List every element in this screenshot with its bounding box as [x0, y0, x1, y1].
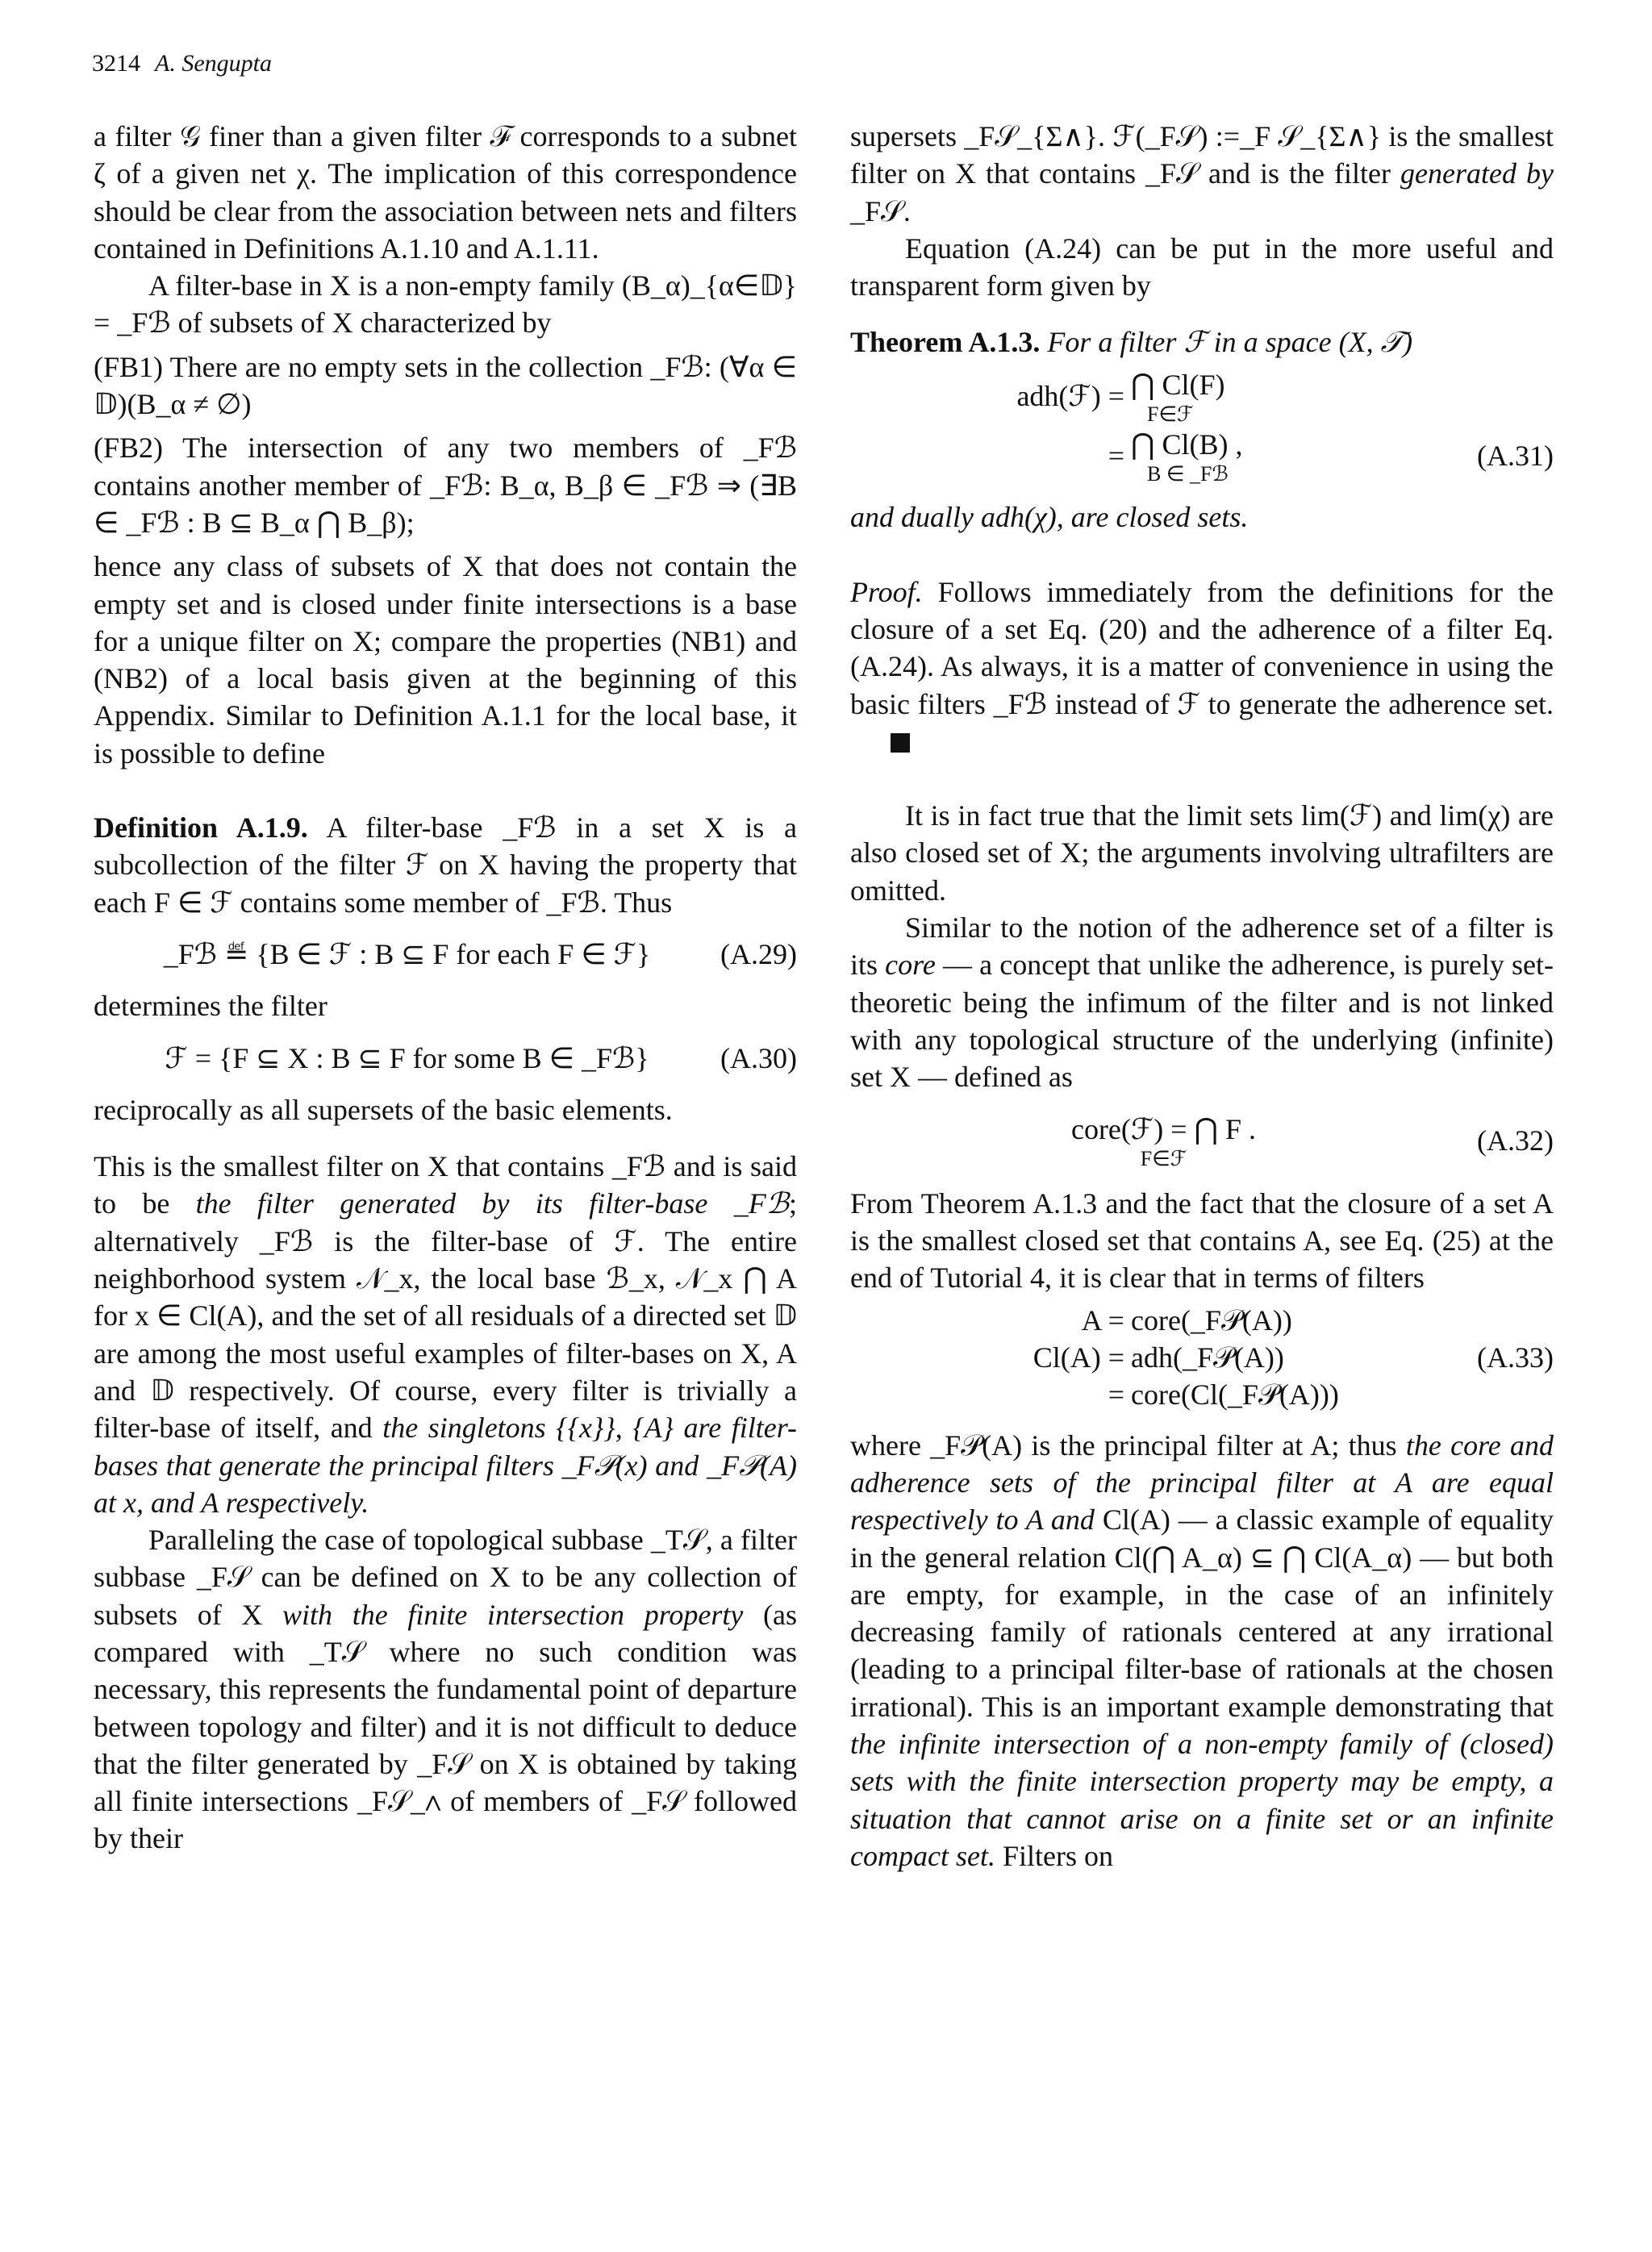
- equation-row: [850, 1376, 1554, 1413]
- equation-lhs: adh(ℱ) =: [1016, 379, 1124, 412]
- equation-term: ⋂ Cl(B) ,: [1131, 428, 1243, 461]
- equation-number: (A.31): [1477, 440, 1554, 473]
- equation-body: _Fℬ ≝ {B ∈ ℱ : B ⊆ F for each F ∈ ℱ}: [163, 937, 651, 970]
- equation-number: (A.29): [720, 937, 797, 970]
- equation-subscript: B ∈ _Fℬ: [1147, 462, 1229, 486]
- equation-lhs: Cl(A) =: [1032, 1341, 1124, 1374]
- text-run: Filters on: [995, 1839, 1113, 1872]
- qed-square-icon: [891, 733, 910, 753]
- text-run-italic: generated by: [1400, 157, 1554, 190]
- running-head: [92, 50, 272, 77]
- equation-subscript: F∈ℱ: [1140, 1146, 1187, 1170]
- paragraph: [850, 909, 1554, 1095]
- paragraph: a filter 𝒢 finer than a given filter ℱ corresponds to a subnet ζ of a given net χ. The implication of this correspondence should be clear from the association between nets and filters contained in Definitions A.1.10 and A.1.11.: [94, 120, 797, 265]
- equation-a-29: [94, 936, 797, 973]
- equation-rhs: core(Cl(_F𝒫(A))): [1131, 1378, 1339, 1412]
- theorem-tail: and dually adh(χ), are closed sets.: [850, 501, 1249, 534]
- equation-lhs: A =: [1081, 1303, 1124, 1337]
- definition-body: A filter-base _Fℬ in a set X is a subcollection of the filter ℱ on X having the property that each F ∈ ℱ contains some member of _Fℬ. Thus: [94, 811, 797, 919]
- equation-body: [850, 1111, 1477, 1170]
- text-run: _F𝒮.: [850, 194, 911, 227]
- paragraph: It is in fact true that the limit sets lim(ℱ) and lim(χ) are also closed set of X; the arguments involving ultrafilters are omitted.: [850, 799, 1554, 907]
- equation-row: [850, 1339, 1554, 1376]
- text-run: Cl(A) — a classic example of equality in the general relation Cl(⋂ A_α) ⊆ ⋂ Cl(A_α) — but both are empty, for example, in the case of an infinitely decreasing family of rationals centered at any irrational (leading to a principal filter-base of rationals at the chosen irrational). This is an important example demonstrating that: [850, 1503, 1554, 1723]
- equation-rhs: adh(_F𝒫(A)): [1131, 1341, 1284, 1374]
- definition-heading: Definition A.1.9.: [94, 811, 308, 844]
- equation-term: ⋂ Cl(F): [1131, 368, 1225, 401]
- text-run: This is the smallest filter on X that contains _Fℬ and is said to be: [94, 1150, 797, 1220]
- text-run-italic: with the finite intersection property: [282, 1598, 744, 1631]
- paragraph: Equation (A.24) can be put in the more useful and transparent form given by: [850, 231, 1554, 302]
- text-run: supersets _F𝒮_{Σ∧}. ℱ(_F𝒮) :=_F 𝒮_{Σ∧} is the smallest filter on X that contains _F𝒮 and is the filter: [850, 120, 1554, 190]
- text-run: ; alternatively _Fℬ is the filter-base of ℱ. The entire neighborhood system 𝒩_x, the local base ℬ_x, 𝒩_x ⋂ A for x ∈ Cl(A), and the set of all residuals of a directed set 𝔻 are among the most useful examples of filter-bases on X, A and 𝔻 respectively. Of course, every filter is trivially a filter-base of itself, and: [94, 1187, 797, 1445]
- text-run: (as compared with _T𝒮 where no such condition was necessary, this represents the fundamental point of departure between topology and filter) and it is not difficult to deduce that the filter generated by _F𝒮 on X is obtained by taking all finite intersections _F𝒮_∧ of members of _F𝒮 followed by their: [94, 1598, 797, 1855]
- property-fb2: (FB2) The intersection of any two members of _Fℬ contains another member of _Fℬ: B_α, B_β ∈ _Fℬ ⇒ (∃B ∈ _Fℬ : B ⊆ B_α ⋂ B_β);: [94, 432, 797, 539]
- equation-a-33: [850, 1302, 1554, 1414]
- equation-a-30: [94, 1040, 797, 1077]
- author-name: A. Sengupta: [155, 50, 272, 77]
- proof-heading: Proof.: [850, 575, 923, 608]
- page-number: 3214: [92, 50, 140, 77]
- equation-number: (A.33): [1477, 1341, 1554, 1374]
- text-run-italic: the infinite intersection of a non-empty family of (closed) sets with the finite intersection property may be empty, a situation that cannot arise on a finite set or an infinite compact set.: [850, 1727, 1554, 1872]
- paragraph: From Theorem A.1.3 and the fact that the closure of a set A is the smallest closed set that contains A, see Eq. (25) at the end of Tutorial 4, it is clear that in terms of filters: [850, 1186, 1554, 1295]
- theorem-body: For a filter ℱ in a space (X, 𝒯): [1047, 326, 1413, 359]
- text-run: where _F𝒫(A) is the principal filter at A; thus: [850, 1428, 1406, 1462]
- paragraph: reciprocally as all supersets of the basic elements.: [94, 1093, 673, 1126]
- equation-term: core(ℱ) = ⋂ F .: [1070, 1112, 1257, 1145]
- theorem-heading: Theorem A.1.3.: [850, 326, 1041, 359]
- proof: [850, 573, 1554, 760]
- right-column: [850, 118, 1554, 1875]
- equation-a-31: [850, 366, 1554, 486]
- left-column: [94, 118, 797, 1858]
- equation-row: [850, 426, 1554, 486]
- definition-a-1-9: [94, 809, 797, 921]
- paragraph: hence any class of subsets of X that does not contain the empty set and is closed under finite intersections is a base for a unique filter on X; compare the properties (NB1) and (NB2) of a local basis given at the beginning of this Appendix. Similar to Definition A.1.1 for the local base, it is possible to define: [94, 550, 797, 769]
- text-run-italic: the filter generated by its filter-base _Fℬ: [195, 1187, 789, 1220]
- proof-body: Follows immediately from the definitions for the closure of a set Eq. (20) and the adherence of a filter Eq. (A.24). As always, it is a matter of convenience in using the basic filters _Fℬ instead of ℱ to generate the adherence set.: [850, 575, 1554, 720]
- text-run: Paralleling the case of topological subbase _T𝒮, a filter subbase _F𝒮 can be defined on X to be any collection of subsets of X: [94, 1524, 797, 1631]
- property-fb1: (FB1) There are no empty sets in the collection _Fℬ: (∀α ∈ 𝔻)(B_α ≠ ∅): [94, 350, 797, 421]
- paragraph: [850, 118, 1554, 230]
- equation-lhs: =: [1108, 1378, 1124, 1412]
- equation-number: (A.30): [720, 1041, 797, 1074]
- paragraph: [94, 1521, 797, 1858]
- equation-body: ℱ = {F ⊆ X : B ⊆ F for some B ∈ _Fℬ}: [165, 1041, 649, 1074]
- equation-a-32: [850, 1111, 1554, 1170]
- text-run-italic: the singletons {{x}}, {A} are filter-bases that generate the principal filters _F𝒫(x) and _F𝒫(A) at x, and A respectively.: [94, 1412, 797, 1519]
- equation-row: [850, 1302, 1554, 1339]
- text-run: — a concept that unlike the adherence, is purely set-theoretic being the infimum of the filter and is not linked with any topological structure of the underlying (infinite) set X — defined as: [850, 949, 1554, 1094]
- equation-lhs: =: [1108, 440, 1124, 473]
- theorem-a-1-3: [850, 323, 1554, 361]
- text-run: Similar to the notion of the adherence set of a filter is its: [850, 911, 1554, 982]
- paragraph: [850, 1427, 1554, 1875]
- paragraph: determines the filter: [94, 990, 327, 1023]
- text-run-italic: core: [885, 949, 936, 982]
- equation-rhs: core(_F𝒫(A)): [1131, 1303, 1292, 1337]
- paragraph: A filter-base in X is a non-empty family (B_α)_{α∈𝔻} = _Fℬ of subsets of X characterized by: [94, 269, 797, 340]
- text-run-italic: the core and adherence sets of the principal filter at A are equal respectively to A and: [850, 1428, 1554, 1537]
- equation-rhs: [1124, 426, 1465, 486]
- equation-rhs: [1124, 366, 1465, 426]
- equation-row: [850, 366, 1554, 426]
- equation-number: (A.32): [1477, 1124, 1554, 1157]
- equation-subscript: F∈ℱ: [1147, 402, 1194, 427]
- paragraph: [94, 1148, 797, 1521]
